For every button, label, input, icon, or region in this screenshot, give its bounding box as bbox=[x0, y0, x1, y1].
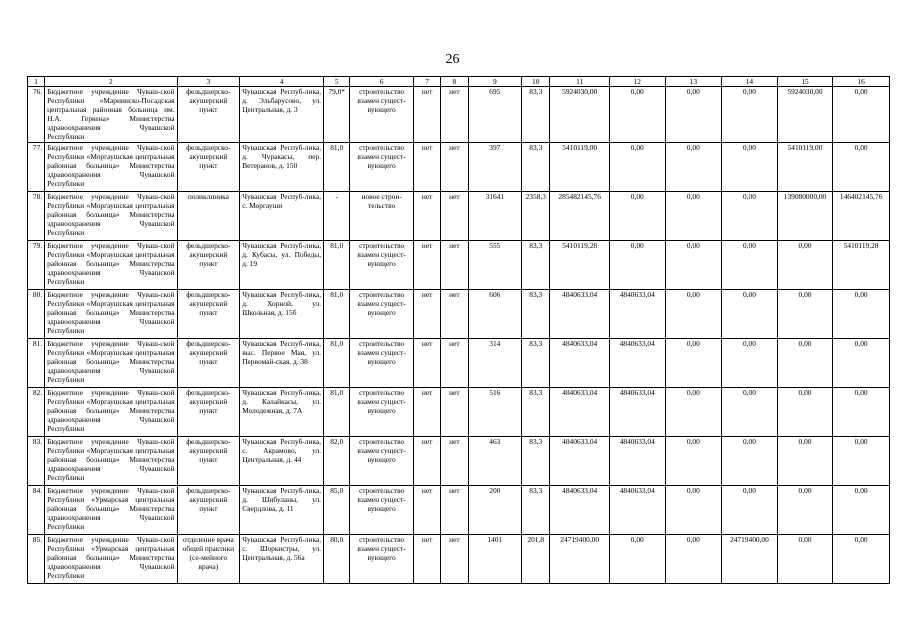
table-row bbox=[28, 240, 890, 289]
amount-12-cell: 4840633,04 bbox=[609, 436, 665, 485]
flag-7-cell: нет bbox=[413, 534, 440, 583]
institution-name-cell: Бюджетное учреждение Чуваш-ской Республики «Моргаушская центральная районная больница» Министерства здравоохранения Чувашской Республики bbox=[45, 338, 177, 387]
row-number-cell: 78. bbox=[28, 191, 45, 240]
row-number-cell: 80. bbox=[28, 289, 45, 338]
work-type-cell: строительство взамен сущест-вующего bbox=[350, 87, 414, 143]
amount-13-cell: 0,00 bbox=[665, 534, 722, 583]
table-row bbox=[28, 338, 890, 387]
value-9-cell: 555 bbox=[468, 240, 522, 289]
work-type-cell: строительство взамен сущест-вующего bbox=[350, 338, 414, 387]
institution-name-cell: Бюджетное учреждение Чуваш-ской Республики «Моргаушская центральная районная больница» Министерства здравоохранения Чувашской Республики bbox=[45, 142, 177, 191]
work-type-cell: строительство взамен сущест-вующего bbox=[350, 485, 414, 534]
value-10-cell: 83,3 bbox=[522, 289, 550, 338]
amount-14-cell: 0,00 bbox=[722, 436, 778, 485]
amount-13-cell: 0,00 bbox=[665, 142, 722, 191]
amount-12-cell: 0,00 bbox=[609, 87, 665, 143]
table-row bbox=[28, 485, 890, 534]
flag-8-cell: нет bbox=[441, 534, 468, 583]
amount-15-cell: 0,00 bbox=[777, 289, 833, 338]
institution-name-cell: Бюджетное учреждение Чуваш-ской Республики «Моргаушская центральная районная больница» Министерства здравоохранения Чувашской Республики bbox=[45, 387, 177, 436]
institution-name-cell: Бюджетное учреждение Чуваш-ской Республики «Моргаушская центральная районная больница» Министерства здравоохранения Чувашской Республики bbox=[45, 436, 177, 485]
flag-8-cell: нет bbox=[441, 142, 468, 191]
amount-15-cell: 0,00 bbox=[777, 436, 833, 485]
flag-7-cell: нет bbox=[413, 485, 440, 534]
column-number: 16 bbox=[833, 77, 890, 87]
flag-8-cell: нет bbox=[441, 240, 468, 289]
amount-11-cell: 285482145,76 bbox=[550, 191, 610, 240]
column-number: 15 bbox=[777, 77, 833, 87]
amount-12-cell: 0,00 bbox=[609, 191, 665, 240]
amount-15-cell: 5924030,00 bbox=[777, 87, 833, 143]
column-number-row bbox=[28, 77, 890, 87]
institution-name-cell: Бюджетное учреждение Чуваш-ской Республики «Урмарская центральная районная больница» Министерства здравоохранения Чувашской Республики bbox=[45, 485, 177, 534]
amount-15-cell: 0,00 bbox=[777, 387, 833, 436]
column-number: 9 bbox=[468, 77, 522, 87]
facility-type-cell: фельдшерско-акушерский пункт bbox=[177, 142, 240, 191]
page-number: 26 bbox=[445, 52, 460, 67]
capacity-cell: 81,0 bbox=[324, 387, 350, 436]
amount-13-cell: 0,00 bbox=[665, 485, 722, 534]
row-number-cell: 85. bbox=[28, 534, 45, 583]
capacity-cell: 81,0 bbox=[324, 240, 350, 289]
amount-15-cell: 0,00 bbox=[777, 338, 833, 387]
flag-8-cell: нет bbox=[441, 87, 468, 143]
amount-11-cell: 4840633,04 bbox=[550, 338, 610, 387]
value-10-cell: 83,3 bbox=[522, 485, 550, 534]
value-9-cell: 695 bbox=[468, 87, 522, 143]
amount-11-cell: 5410119,00 bbox=[550, 142, 610, 191]
table-row bbox=[28, 436, 890, 485]
value-9-cell: 314 bbox=[468, 338, 522, 387]
data-table bbox=[27, 76, 890, 584]
facility-type-cell: фельдшерско-акушерский пункт bbox=[177, 387, 240, 436]
value-10-cell: 2358,3 bbox=[522, 191, 550, 240]
amount-14-cell: 0,00 bbox=[722, 338, 778, 387]
facility-type-cell: фельдшерско-акушерский пункт bbox=[177, 240, 240, 289]
value-9-cell: 463 bbox=[468, 436, 522, 485]
facility-address-cell: Чувашская Респуб-лика, д. Кубасы, ул. Победы, д. 19 bbox=[240, 240, 324, 289]
row-number-cell: 79. bbox=[28, 240, 45, 289]
value-9-cell: 516 bbox=[468, 387, 522, 436]
amount-13-cell: 0,00 bbox=[665, 289, 722, 338]
row-number-cell: 82. bbox=[28, 387, 45, 436]
flag-8-cell: нет bbox=[441, 436, 468, 485]
amount-11-cell: 4840633,04 bbox=[550, 485, 610, 534]
amount-11-cell: 4840633,04 bbox=[550, 387, 610, 436]
table-row bbox=[28, 387, 890, 436]
row-number-cell: 83. bbox=[28, 436, 45, 485]
work-type-cell: строительство взамен сущест-вующего bbox=[350, 387, 414, 436]
institution-name-cell: Бюджетное учреждение Чуваш-ской Республики «Моргаушская центральная районная больница» Министерства здравоохранения Чувашской Республики bbox=[45, 240, 177, 289]
amount-12-cell: 4840633,04 bbox=[609, 387, 665, 436]
amount-16-cell: 0,00 bbox=[833, 142, 890, 191]
facility-address-cell: Чувашская Респуб-лика, д. Шибуланы, ул. Свердлова, д. 11 bbox=[240, 485, 324, 534]
flag-7-cell: нет bbox=[413, 338, 440, 387]
facility-type-cell: фельдшерско-акушерский пункт bbox=[177, 338, 240, 387]
value-9-cell: 397 bbox=[468, 142, 522, 191]
table-row bbox=[28, 534, 890, 583]
facility-address-cell: Чувашская Респуб-лика, с. Моргауши bbox=[240, 191, 324, 240]
table-row bbox=[28, 191, 890, 240]
column-number: 4 bbox=[240, 77, 324, 87]
facility-address-cell: Чувашская Респуб-лика, д. Хорной, ул. Школьная, д. 15б bbox=[240, 289, 324, 338]
value-10-cell: 83,3 bbox=[522, 87, 550, 143]
amount-13-cell: 0,00 bbox=[665, 338, 722, 387]
facility-type-cell: поликлиника bbox=[177, 191, 240, 240]
amount-15-cell: 0,00 bbox=[777, 534, 833, 583]
work-type-cell: строительство взамен сущест-вующего bbox=[350, 436, 414, 485]
amount-11-cell: 5924030,00 bbox=[550, 87, 610, 143]
amount-13-cell: 0,00 bbox=[665, 240, 722, 289]
row-number-cell: 84. bbox=[28, 485, 45, 534]
capacity-cell: - bbox=[324, 191, 350, 240]
value-9-cell: 200 bbox=[468, 485, 522, 534]
row-number-cell: 81. bbox=[28, 338, 45, 387]
column-number: 11 bbox=[550, 77, 610, 87]
column-number: 1 bbox=[28, 77, 45, 87]
flag-8-cell: нет bbox=[441, 387, 468, 436]
capacity-cell: 81,0 bbox=[324, 338, 350, 387]
facility-type-cell: фельдшерско-акушерский пункт bbox=[177, 289, 240, 338]
value-9-cell: 606 bbox=[468, 289, 522, 338]
work-type-cell: новое строи-тельство bbox=[350, 191, 414, 240]
column-number: 14 bbox=[722, 77, 778, 87]
work-type-cell: строительство взамен сущест-вующего bbox=[350, 289, 414, 338]
column-number: 12 bbox=[609, 77, 665, 87]
row-number-cell: 76. bbox=[28, 87, 45, 143]
amount-14-cell: 0,00 bbox=[722, 142, 778, 191]
amount-12-cell: 4840633,04 bbox=[609, 485, 665, 534]
amount-16-cell: 0,00 bbox=[833, 87, 890, 143]
amount-15-cell: 0,00 bbox=[777, 485, 833, 534]
table-row bbox=[28, 87, 890, 143]
value-10-cell: 83,3 bbox=[522, 240, 550, 289]
institution-name-cell: Бюджетное учреждение Чуваш-ской Республики «Урмарская центральная районная больница» Министерства здравоохранения Чувашской Республики bbox=[45, 534, 177, 583]
flag-7-cell: нет bbox=[413, 142, 440, 191]
flag-8-cell: нет bbox=[441, 289, 468, 338]
column-number: 7 bbox=[413, 77, 440, 87]
flag-7-cell: нет bbox=[413, 387, 440, 436]
value-10-cell: 83,3 bbox=[522, 387, 550, 436]
capacity-cell: 79,0* bbox=[324, 87, 350, 143]
amount-16-cell: 0,00 bbox=[833, 485, 890, 534]
amount-11-cell: 24719400,00 bbox=[550, 534, 610, 583]
institution-name-cell: Бюджетное учреждение Чуваш-ской Республики «Мариинско-Посадская центральная районная больница им. Н.А. Геркена» Министерства здравоохранения Чувашской Республики bbox=[45, 87, 177, 143]
column-number: 8 bbox=[441, 77, 468, 87]
flag-7-cell: нет bbox=[413, 289, 440, 338]
amount-11-cell: 4840633,04 bbox=[550, 289, 610, 338]
amount-14-cell: 24719400,00 bbox=[722, 534, 778, 583]
value-10-cell: 201,8 bbox=[522, 534, 550, 583]
amount-13-cell: 0,00 bbox=[665, 87, 722, 143]
capacity-cell: 81,0 bbox=[324, 142, 350, 191]
flag-7-cell: нет bbox=[413, 436, 440, 485]
column-number: 13 bbox=[665, 77, 722, 87]
amount-11-cell: 5410119,28 bbox=[550, 240, 610, 289]
value-9-cell: 1401 bbox=[468, 534, 522, 583]
facility-address-cell: Чувашская Респуб-лика, с. Шоркистры, ул. Центральная, д. 56а bbox=[240, 534, 324, 583]
row-number-cell: 77. bbox=[28, 142, 45, 191]
facility-address-cell: Чувашская Респуб-лика, с. Акрамово, ул. Центральная, д. 44 bbox=[240, 436, 324, 485]
capacity-cell: 81,0 bbox=[324, 289, 350, 338]
amount-14-cell: 0,00 bbox=[722, 240, 778, 289]
amount-16-cell: 0,00 bbox=[833, 436, 890, 485]
facility-type-cell: фельдшерско-акушерский пункт bbox=[177, 485, 240, 534]
column-number: 6 bbox=[350, 77, 414, 87]
column-number: 5 bbox=[324, 77, 350, 87]
facility-address-cell: Чувашская Респуб-лика, выс. Первое Мая, ул. Первомай-ская, д. 38 bbox=[240, 338, 324, 387]
amount-13-cell: 0,00 bbox=[665, 387, 722, 436]
amount-13-cell: 0,00 bbox=[665, 191, 722, 240]
amount-14-cell: 0,00 bbox=[722, 485, 778, 534]
amount-14-cell: 0,00 bbox=[722, 87, 778, 143]
column-number: 3 bbox=[177, 77, 240, 87]
amount-12-cell: 4840633,04 bbox=[609, 289, 665, 338]
amount-14-cell: 0,00 bbox=[722, 289, 778, 338]
amount-16-cell: 146402145,76 bbox=[833, 191, 890, 240]
table-row bbox=[28, 289, 890, 338]
amount-13-cell: 0,00 bbox=[665, 436, 722, 485]
value-10-cell: 83,3 bbox=[522, 338, 550, 387]
value-10-cell: 83,3 bbox=[522, 436, 550, 485]
flag-8-cell: нет bbox=[441, 191, 468, 240]
amount-15-cell: 139080000,00 bbox=[777, 191, 833, 240]
amount-12-cell: 0,00 bbox=[609, 142, 665, 191]
capacity-cell: 82,0 bbox=[324, 436, 350, 485]
work-type-cell: строительство взамен сущест-вующего bbox=[350, 142, 414, 191]
institution-name-cell: Бюджетное учреждение Чуваш-ской Республики «Моргаушская центральная районная больница» Министерства здравоохранения Чувашской Республики bbox=[45, 191, 177, 240]
value-10-cell: 83,3 bbox=[522, 142, 550, 191]
amount-14-cell: 0,00 bbox=[722, 191, 778, 240]
amount-16-cell: 0,00 bbox=[833, 534, 890, 583]
amount-12-cell: 4840633,04 bbox=[609, 338, 665, 387]
work-type-cell: строительство взамен сущест-вующего bbox=[350, 534, 414, 583]
flag-7-cell: нет bbox=[413, 240, 440, 289]
flag-8-cell: нет bbox=[441, 485, 468, 534]
capacity-cell: 80,0 bbox=[324, 534, 350, 583]
amount-16-cell: 0,00 bbox=[833, 338, 890, 387]
amount-15-cell: 5410119,00 bbox=[777, 142, 833, 191]
table-row bbox=[28, 142, 890, 191]
column-number: 10 bbox=[522, 77, 550, 87]
column-number: 2 bbox=[45, 77, 177, 87]
amount-14-cell: 0,00 bbox=[722, 387, 778, 436]
facility-address-cell: Чувашская Респуб-лика, д. Эльбарусово, ул. Центральная, д. 3 bbox=[240, 87, 324, 143]
amount-16-cell: 0,00 bbox=[833, 387, 890, 436]
amount-11-cell: 4840633,04 bbox=[550, 436, 610, 485]
flag-7-cell: нет bbox=[413, 87, 440, 143]
capacity-cell: 85,0 bbox=[324, 485, 350, 534]
flag-8-cell: нет bbox=[441, 338, 468, 387]
amount-15-cell: 0,00 bbox=[777, 240, 833, 289]
facility-type-cell: фельдшерско-акушерский пункт bbox=[177, 436, 240, 485]
institution-name-cell: Бюджетное учреждение Чуваш-ской Республики «Моргаушская центральная районная больница» Министерства здравоохранения Чувашской Республики bbox=[45, 289, 177, 338]
facility-address-cell: Чувашская Респуб-лика, д. Калайкасы, ул. Молодежная, д. 7А bbox=[240, 387, 324, 436]
work-type-cell: строительство взамен сущест-вующего bbox=[350, 240, 414, 289]
facility-type-cell: фельдшерско-акушерский пункт bbox=[177, 87, 240, 143]
amount-16-cell: 5410119,28 bbox=[833, 240, 890, 289]
facility-address-cell: Чувашская Респуб-лика, д. Чуракасы, пер. Ветеранов, д. 150 bbox=[240, 142, 324, 191]
value-9-cell: 31641 bbox=[468, 191, 522, 240]
amount-12-cell: 0,00 bbox=[609, 240, 665, 289]
flag-7-cell: нет bbox=[413, 191, 440, 240]
amount-16-cell: 0,00 bbox=[833, 289, 890, 338]
facility-type-cell: отделение врача общей практики (се-мейного врача) bbox=[177, 534, 240, 583]
amount-12-cell: 0,00 bbox=[609, 534, 665, 583]
